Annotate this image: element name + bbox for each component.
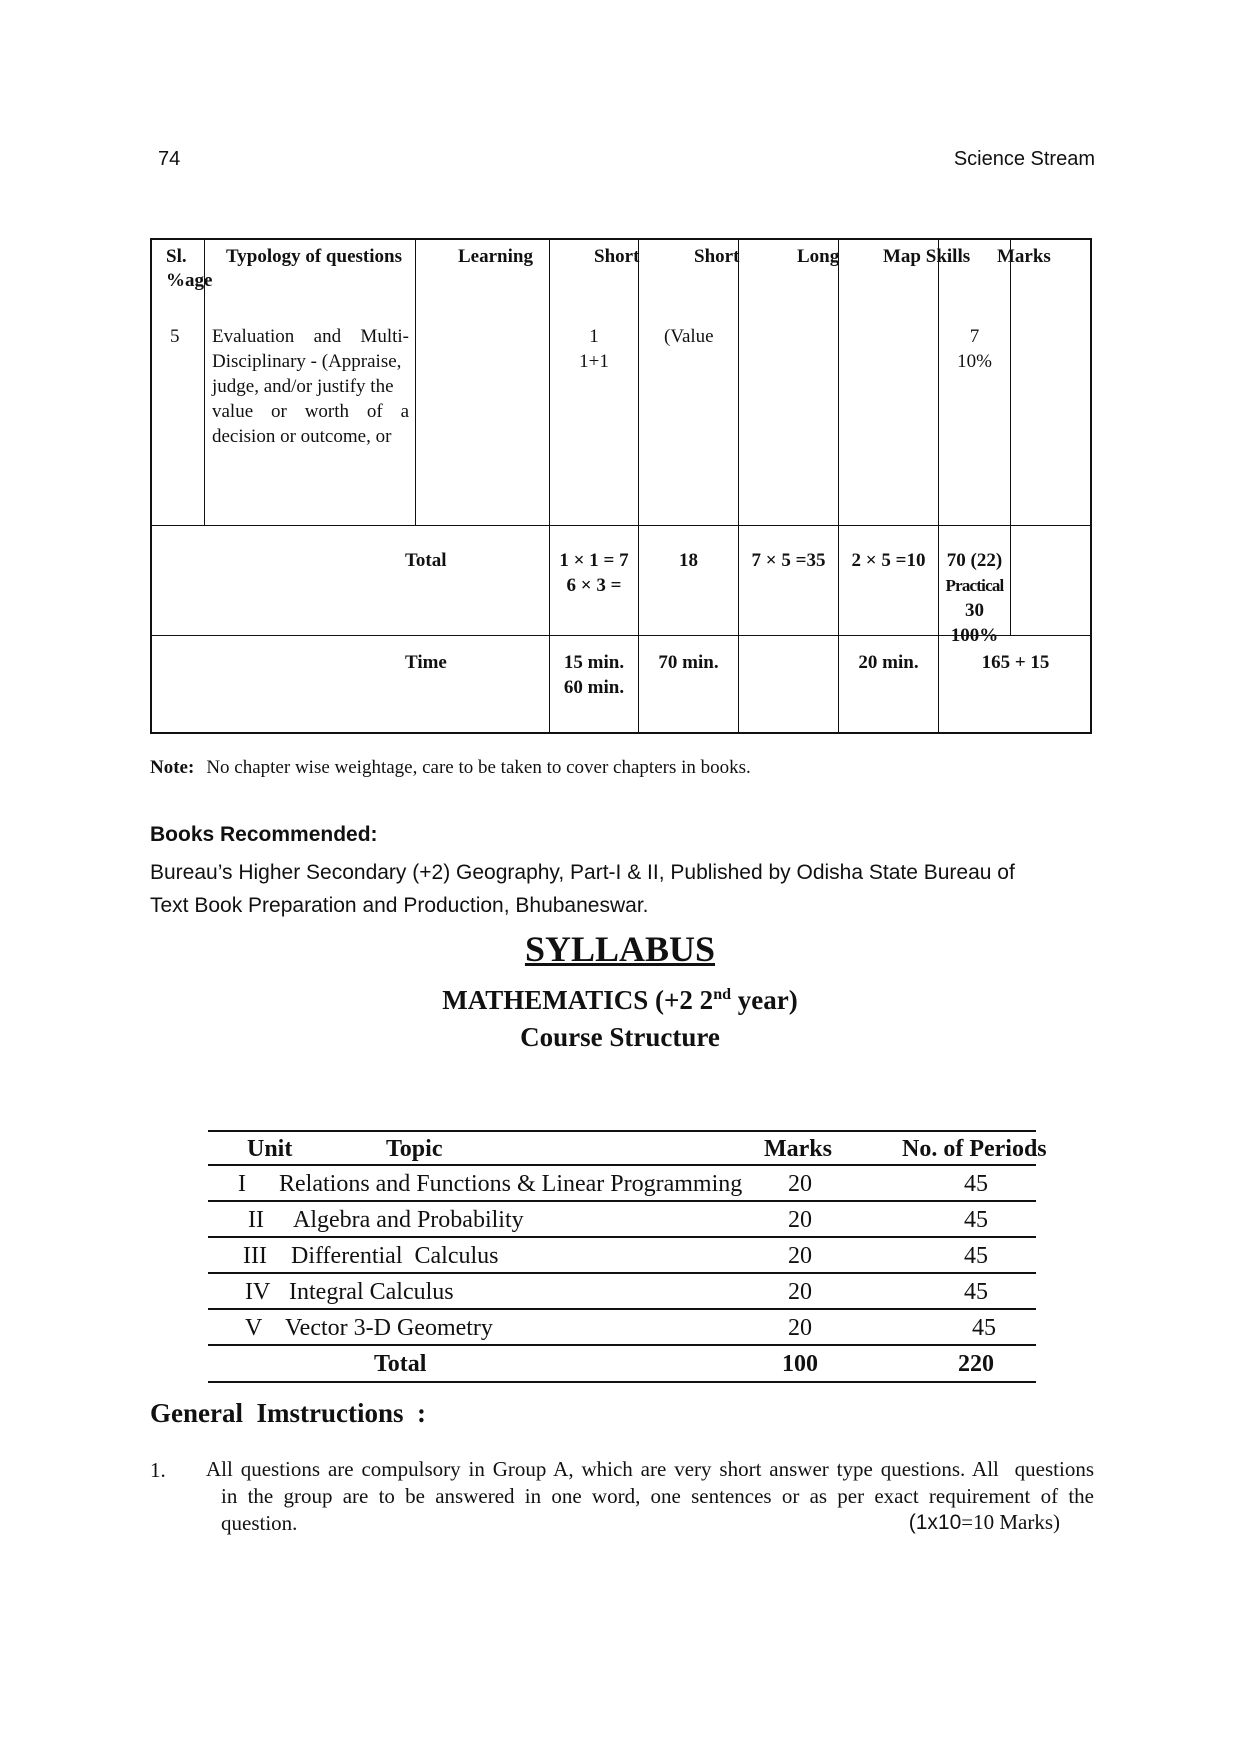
time-map: 20 min. — [858, 652, 919, 673]
header-typology: Typology of questions — [226, 246, 402, 267]
header-short-2: Short — [694, 246, 740, 267]
row-marks-b: 10% — [957, 351, 992, 372]
books-line: Bureau’s Higher Secondary (+2) Geography, Part-I & II, Published by Odisha State Bureau of — [150, 861, 1015, 884]
row-periods: 45 — [964, 1207, 988, 1233]
note — [150, 757, 751, 779]
header-long: Long — [797, 246, 840, 267]
time-short1-b: 60 min. — [563, 677, 625, 698]
row-periods: 45 — [964, 1243, 988, 1269]
instruction-line: in the group are to be answered in one word, one sentences or as per exact requirement of the — [221, 1484, 1094, 1508]
header-sl: Sl. — [166, 246, 187, 267]
total-periods: 220 — [958, 1351, 994, 1377]
row-unit: I — [238, 1171, 246, 1197]
row-marks-a: 7 — [969, 326, 980, 347]
row-unit: III — [243, 1243, 267, 1269]
typology-line: Evaluation and Multi- — [212, 326, 409, 347]
typology-line: value or worth of a — [212, 401, 409, 422]
books-heading: Books Recommended: — [150, 823, 378, 846]
row-marks: 20 — [788, 1207, 812, 1233]
instruction-line: All questions are compulsory in Group A, which are very short answer type questions. All questions — [206, 1457, 1094, 1481]
instruction-line: question. — [221, 1511, 298, 1535]
syllabus-title: SYLLABUS — [524, 929, 716, 969]
total-label: Total — [374, 1351, 427, 1377]
row-topic: Differential Calculus — [291, 1243, 499, 1269]
header-topic: Topic — [386, 1136, 443, 1162]
row-periods: 45 — [964, 1279, 988, 1305]
header-short-1: Short — [594, 246, 640, 267]
row-short1-b: 1+1 — [579, 351, 609, 372]
total-long: 7 × 5 =35 — [751, 550, 826, 571]
page-number: 74 — [158, 148, 181, 170]
table-divider — [738, 240, 739, 734]
row-periods: 45 — [964, 1171, 988, 1197]
subject-sup: nd — [713, 986, 731, 1003]
books-line: Text Book Preparation and Production, Bhubaneswar. — [150, 894, 649, 917]
row-unit: II — [248, 1207, 264, 1233]
row-short2: (Value — [664, 326, 714, 347]
time-label: Time — [405, 652, 447, 673]
total-short1-a: 1 × 1 = 7 — [559, 550, 629, 571]
header-unit: Unit — [247, 1136, 293, 1162]
table-rule — [208, 1130, 1036, 1132]
table-rule — [208, 1344, 1036, 1346]
header-marks: Marks — [997, 246, 1051, 267]
course-structure-title: Course Structure — [520, 1022, 720, 1052]
table-rule — [208, 1200, 1036, 1202]
typology-line: decision or outcome, or — [212, 426, 392, 447]
time-marks: 165 + 15 — [981, 652, 1050, 673]
table-rule — [208, 1308, 1036, 1310]
subject-end: year) — [730, 985, 798, 1015]
table-rule — [208, 1164, 1036, 1166]
time-short2: 70 min. — [658, 652, 719, 673]
total-marks-c: 30 — [965, 600, 984, 621]
instruction-number: 1. — [150, 1458, 166, 1482]
row-topic: Algebra and Probability — [293, 1207, 524, 1233]
row-marks: 20 — [788, 1315, 812, 1341]
books-text — [150, 856, 1094, 922]
table-rule — [208, 1236, 1036, 1238]
row-topic: Relations and Functions & Linear Programming — [279, 1171, 743, 1197]
note-text: No chapter wise weightage, care to be taken to cover chapters in books. — [206, 757, 751, 778]
total-marks: 100 — [782, 1351, 818, 1377]
total-short2: 18 — [679, 550, 698, 571]
time-short1-a: 15 min. — [563, 652, 625, 673]
row-unit: IV — [245, 1279, 271, 1305]
instruction-marks — [909, 1510, 1060, 1535]
row-marks: 20 — [788, 1279, 812, 1305]
header-percentage: %age — [166, 270, 213, 291]
row-short1-a: 1 — [589, 326, 599, 347]
table-divider — [415, 240, 416, 525]
note-label: Note: — [150, 757, 195, 778]
row-marks: 20 — [788, 1243, 812, 1269]
subject-text: MATHEMATICS (+2 2 — [442, 985, 714, 1015]
subject-title — [0, 985, 1240, 1016]
typology-line: judge, and/or justify the — [212, 376, 394, 397]
total-marks-a: 70 (22) — [946, 550, 1003, 571]
row-topic: Integral Calculus — [289, 1279, 454, 1305]
total-map: 2 × 5 =10 — [851, 550, 926, 571]
header-map-skills: Map Skills — [883, 246, 971, 267]
row-topic: Vector 3-D Geometry — [285, 1315, 493, 1341]
total-marks-b: Practical — [945, 576, 1004, 595]
header-marks: Marks — [764, 1136, 832, 1162]
row-marks: 20 — [788, 1171, 812, 1197]
header-learning: Learning — [458, 246, 533, 267]
table-divider — [1010, 240, 1011, 635]
row-periods: 45 — [972, 1315, 996, 1341]
total-marks-d: 100% — [950, 625, 999, 646]
row-typology — [212, 324, 409, 449]
total-short1-b: 6 × 3 = — [566, 575, 622, 596]
marks-prefix: (1x10 — [908, 1511, 962, 1534]
instructions-heading: General Imstructions : — [150, 1398, 426, 1428]
table-row-divider — [152, 525, 1092, 526]
running-header: Science Stream — [953, 148, 1095, 170]
total-label: Total — [405, 550, 447, 571]
blueprint-table — [150, 238, 1092, 734]
marks-suffix: =10 Marks) — [961, 1510, 1060, 1534]
row-unit: V — [245, 1315, 263, 1341]
typology-line: Disciplinary - (Appraise, — [212, 351, 402, 372]
row-sl: 5 — [170, 326, 180, 347]
table-rule — [208, 1272, 1036, 1274]
table-rule — [208, 1381, 1036, 1383]
header-periods: No. of Periods — [902, 1136, 1047, 1162]
